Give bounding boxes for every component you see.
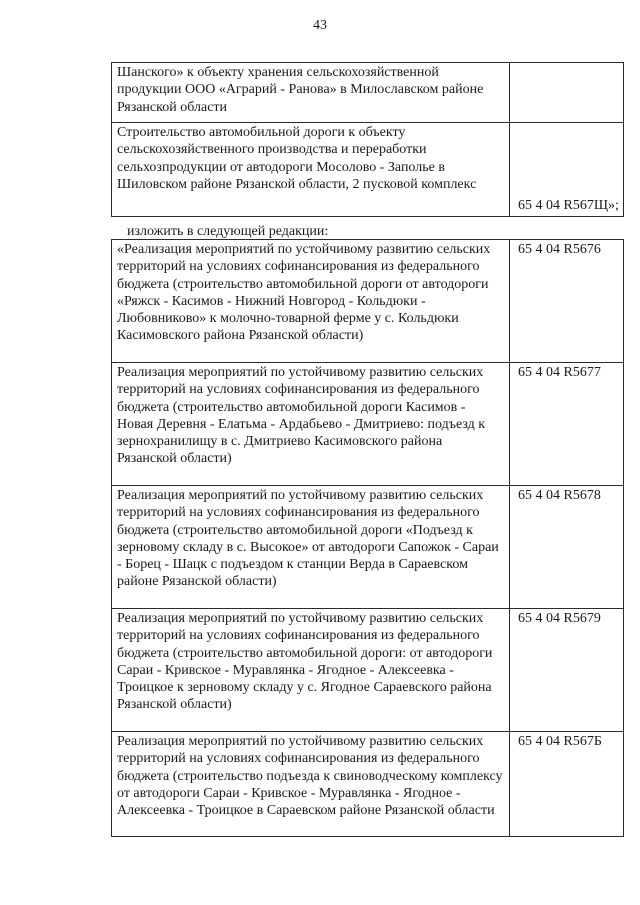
- table-row: [112, 363, 624, 486]
- row-description: Строительство автомобильной дороги к объекту сельскохозяйственного производства и переработки сельхозпродукции от автодороги Мосолово - Заполье в Шиловском районе Рязанской области, 2 пусковой комплекс: [112, 123, 510, 217]
- previous-budget-table: [111, 62, 624, 217]
- table-row: [112, 123, 624, 217]
- table-row: [112, 63, 624, 123]
- row-description: Реализация мероприятий по устойчивому развитию сельских территорий на условиях софинансирования из федерального бюджета (строительство автомобильной дороги Касимов - Новая Деревня - Елатьма - Ардабьево - Дмитриево: подъезд к зернохранилищу в с. Дмитриево Касимовского района Рязанской области): [112, 363, 510, 486]
- row-code: 65 4 04 R5679: [510, 609, 624, 732]
- row-description: Шанского» к объекту хранения сельскохозяйственной продукции ООО «Аграрий - Ранова» в Милославском районе Рязанской области: [112, 63, 510, 123]
- row-description: Реализация мероприятий по устойчивому развитию сельских территорий на условиях софинансирования из федерального бюджета (строительство автомобильной дороги: от автодороги Сараи - Кривское - Муравлянка - Ягодное - Алексеевка - Троицкое к зерновому складу у с. Ягодное Сараевского района Рязанской области): [112, 609, 510, 732]
- row-code: 65 4 04 R5677: [510, 363, 624, 486]
- table-row: [112, 609, 624, 732]
- row-code: [510, 63, 624, 123]
- row-description: Реализация мероприятий по устойчивому развитию сельских территорий на условиях софинансирования из федерального бюджета (строительство подъезда к свиноводческому комплексу от автодороги Сараи - Кривское - Муравлянка - Ягодное - Алексеевка - Троицкое в Сараевском районе Рязанской области: [112, 732, 510, 837]
- new-budget-table: [111, 239, 624, 837]
- table-row: [112, 486, 624, 609]
- row-code: 65 4 04 R567Щ»;: [510, 123, 624, 217]
- table-row: [112, 240, 624, 363]
- row-code: 65 4 04 R5678: [510, 486, 624, 609]
- row-code: 65 4 04 R5676: [510, 240, 624, 363]
- row-code: 65 4 04 R567Б: [510, 732, 624, 837]
- amendment-instruction: изложить в следующей редакции:: [127, 224, 329, 239]
- row-description: «Реализация мероприятий по устойчивому развитию сельских территорий на условиях софинансирования из федерального бюджета (строительство автомобильной дороги от автодороги «Ряжск - Касимов - Нижний Новгород - Кольдюки - Любовниково» к молочно-товарной ферме у с. Кольдюки Касимовского района Рязанской области): [112, 240, 510, 363]
- page-number: 43: [313, 18, 327, 33]
- table-row: [112, 732, 624, 837]
- row-description: Реализация мероприятий по устойчивому развитию сельских территорий на условиях софинансирования из федерального бюджета (строительство автомобильной дороги «Подъезд к зерновому складу в с. Высокое» от автодороги Сапожок - Сараи - Борец - Шацк с подъездом к станции Верда в Сараевском районе Рязанской области): [112, 486, 510, 609]
